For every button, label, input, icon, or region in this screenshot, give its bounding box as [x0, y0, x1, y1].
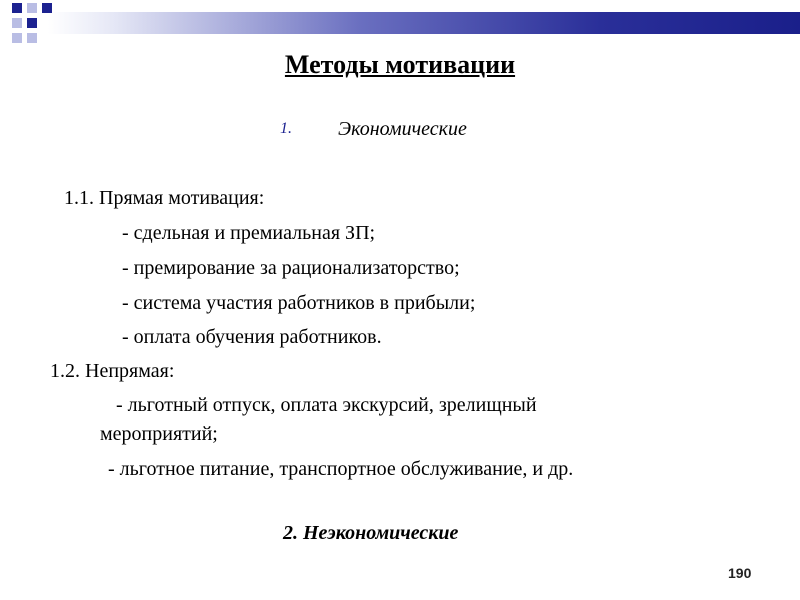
decor-square: [27, 3, 37, 13]
decor-square: [12, 33, 22, 43]
list-item: - сдельная и премиальная ЗП;: [122, 222, 376, 244]
decor-square: [27, 33, 37, 43]
list-item: - льготное питание, транспортное обслуживание, и др.: [108, 458, 574, 480]
slide-title: Методы мотивации: [284, 50, 516, 79]
decor-square: [12, 3, 22, 13]
section-number: 1.: [280, 120, 292, 137]
decor-square: [27, 18, 37, 28]
page-number: 190: [728, 565, 752, 581]
decor-square: [12, 18, 22, 28]
header-gradient-bar: [0, 12, 800, 34]
section-heading-non-economic: 2. Неэкономические: [283, 522, 459, 544]
list-item: - льготный отпуск, оплата экскурсий, зрелищный: [116, 394, 537, 416]
section-heading-economic: Экономические: [338, 118, 467, 140]
list-item-continuation: мероприятий;: [100, 423, 218, 445]
direct-motivation-heading: 1.1. Прямая мотивация:: [64, 187, 265, 209]
list-item: - премирование за рационализаторство;: [122, 257, 460, 279]
indirect-motivation-heading: 1.2. Непрямая:: [50, 360, 175, 382]
decor-square: [42, 3, 52, 13]
list-item: - оплата обучения работников.: [122, 326, 382, 348]
list-item: - система участия работников в прибыли;: [122, 292, 476, 314]
